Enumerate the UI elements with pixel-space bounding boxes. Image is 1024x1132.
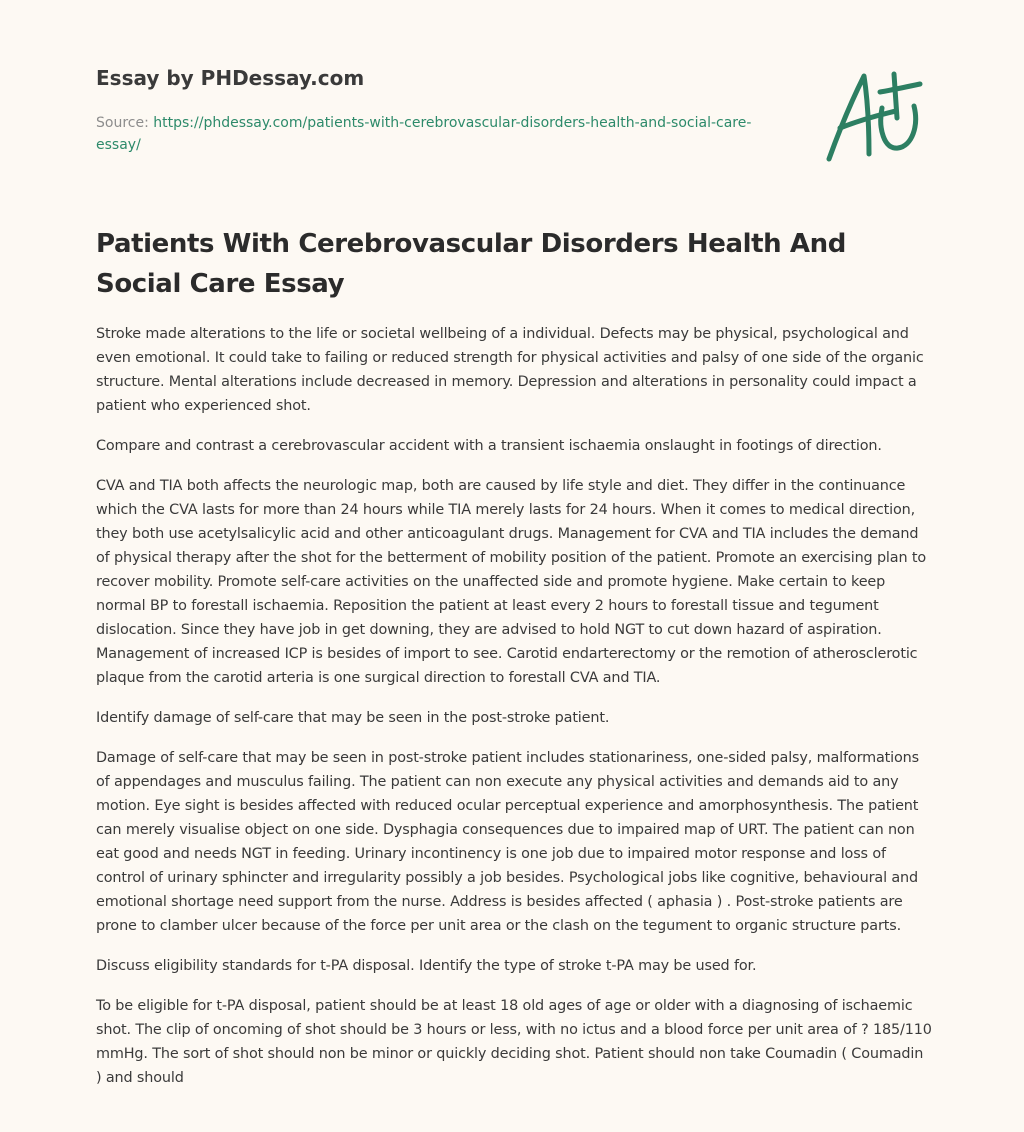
essay-content [96,224,932,1106]
source-label: Source: [96,115,154,131]
source-link[interactable]: https://phdessay.com/patients-with-cerebrovascular-disorders-health-and-social-care-essay/ [96,115,752,153]
paragraph: Stroke made alterations to the life or societal wellbeing of a individual. Defects may be physical, psychological and even emotional. It could take to failing or reduced strength for physical activities and palsy of one side of the organic structure. Mental alterations include decreased in memory. Depression and alterations in personality could impact a patient who experienced shot. [96,326,924,414]
site-title: Essay by PHDessay.com [96,66,365,90]
paragraph: Damage of self-care that may be seen in post-stroke patient includes stationariness, one-sided palsy, malformations of appendages and musculus failing. The patient can non execute any physical activities and demands aid to any motion. Eye sight is besides affected with reduced ocular perceptual experience and amorphosynthesis. The patient can merely visualise object on one side. Dysphagia consequences due to impaired map of URT. The patient can non eat good and needs NGT in feeding. Urinary incontinency is one job due to impaired motor response and loss of control of urinary sphincter and irregularity possibly a job besides. Psychological jobs like cognitive, behavioural and emotional shortage need support from the nurse. Address is besides affected ( aphasia ) . Post-stroke patients are prone to clamber ulcer because of the force per unit area or the clash on the tegument to organic structure parts. [96,750,919,934]
essay-title: Patients With Cerebrovascular Disorders Health And Social Care Essay [96,229,846,299]
paragraph: Compare and contrast a cerebrovascular accident with a transient ischaemia onslaught in footings of direction. [96,438,882,454]
paragraph: Identify damage of self-care that may be seen in the post-stroke patient. [96,710,610,726]
site-header [96,62,756,156]
paragraph: Discuss eligibility standards for t-PA disposal. Identify the type of stroke t-PA may be used for. [96,958,757,974]
source-line [96,112,756,156]
a-plus-logo-icon [822,66,928,166]
paragraph: CVA and TIA both affects the neurologic map, both are caused by life style and diet. They differ in the continuance which the CVA lasts for more than 24 hours while TIA merely lasts for 24 hours. When it comes to medical direction, they both use acetylsalicylic acid and other anticoagulant drugs. Management for CVA and TIA includes the demand of physical therapy after the shot for the betterment of mobility position of the patient. Promote an exercising plan to recover mobility. Promote self-care activities on the unaffected side and promote hygiene. Make certain to keep normal BP to forestall ischaemia. Reposition the patient at least every 2 hours to forestall tissue and tegument dislocation. Since they have job in get downing, they are advised to hold NGT to cut down hazard of aspiration. Management of increased ICP is besides of import to see. Carotid endarterectomy or the remotion of atherosclerotic plaque from the carotid arteria is one surgical direction to forestall CVA and TIA. [96,478,926,686]
paragraph: To be eligible for t-PA disposal, patient should be at least 18 old ages of age or older with a diagnosing of ischaemic shot. The clip of oncoming of shot should be 3 hours or less, with no ictus and a blood force per unit area of ? 185/110 mmHg. The sort of shot should non be minor or quickly deciding shot. Patient should non take Coumadin ( Coumadin ) and should [96,998,932,1086]
